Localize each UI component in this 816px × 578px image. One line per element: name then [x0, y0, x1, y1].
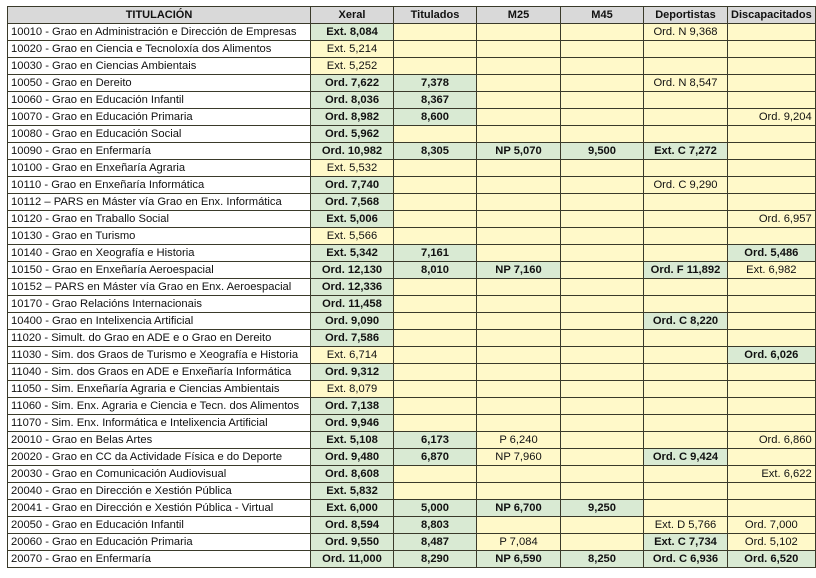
discapacitados-cell: [728, 228, 816, 245]
titulados-cell: [394, 228, 477, 245]
m25-cell: [477, 330, 561, 347]
titulados-cell: [394, 211, 477, 228]
m45-cell: [561, 534, 644, 551]
discapacitados-cell: Ord. 7,000: [728, 517, 816, 534]
m45-cell: [561, 109, 644, 126]
deportistas-cell: Ord. F 11,892: [644, 262, 728, 279]
m25-cell: [477, 279, 561, 296]
table-row: [8, 58, 816, 75]
discapacitados-cell: [728, 449, 816, 466]
titulacion-cell: 10060 - Grao en Educación Infantil: [8, 92, 311, 109]
m45-cell: [561, 245, 644, 262]
deportistas-cell: [644, 194, 728, 211]
xeral-cell: Ord. 5,962: [311, 126, 394, 143]
deportistas-cell: [644, 296, 728, 313]
titulados-cell: [394, 381, 477, 398]
m45-cell: [561, 398, 644, 415]
titulados-cell: 5,000: [394, 500, 477, 517]
table-row: [8, 228, 816, 245]
titulados-cell: 8,367: [394, 92, 477, 109]
m25-cell: [477, 211, 561, 228]
column-header-deportistas: Deportistas: [644, 7, 728, 24]
column-header-discapacitados: Discapacitados: [728, 7, 816, 24]
column-header-m45: M45: [561, 7, 644, 24]
titulados-cell: 6,173: [394, 432, 477, 449]
deportistas-cell: [644, 466, 728, 483]
m45-cell: [561, 330, 644, 347]
m45-cell: [561, 228, 644, 245]
m25-cell: NP 7,160: [477, 262, 561, 279]
discapacitados-cell: [728, 296, 816, 313]
titulados-cell: [394, 194, 477, 211]
m25-cell: NP 6,590: [477, 551, 561, 568]
deportistas-cell: Ext. C 7,272: [644, 143, 728, 160]
discapacitados-cell: [728, 24, 816, 41]
titulados-cell: 8,600: [394, 109, 477, 126]
titulados-cell: 6,870: [394, 449, 477, 466]
xeral-cell: Ord. 7,622: [311, 75, 394, 92]
m25-cell: [477, 483, 561, 500]
titulacion-cell: 10110 - Grao en Enxeñaría Informática: [8, 177, 311, 194]
deportistas-cell: Ext. D 5,766: [644, 517, 728, 534]
deportistas-cell: Ord. C 9,290: [644, 177, 728, 194]
m25-cell: [477, 58, 561, 75]
xeral-cell: Ext. 6,714: [311, 347, 394, 364]
titulados-cell: [394, 483, 477, 500]
titulacion-cell: 11070 - Sim. Enx. Informática e Intelixencia Artificial: [8, 415, 311, 432]
m45-cell: [561, 313, 644, 330]
deportistas-cell: [644, 228, 728, 245]
m45-cell: [561, 279, 644, 296]
xeral-cell: Ext. 5,532: [311, 160, 394, 177]
xeral-cell: Ext. 5,214: [311, 41, 394, 58]
table-row: [8, 194, 816, 211]
m45-cell: [561, 58, 644, 75]
discapacitados-cell: [728, 41, 816, 58]
deportistas-cell: [644, 500, 728, 517]
titulacion-cell: 10130 - Grao en Turismo: [8, 228, 311, 245]
header-row: [8, 7, 816, 24]
deportistas-cell: Ext. C 7,734: [644, 534, 728, 551]
xeral-cell: Ext. 5,832: [311, 483, 394, 500]
m25-cell: [477, 75, 561, 92]
table-row: [8, 313, 816, 330]
xeral-cell: Ord. 9,946: [311, 415, 394, 432]
m45-cell: [561, 92, 644, 109]
column-header-titulados: Titulados: [394, 7, 477, 24]
cut-off-grades-table: [7, 6, 816, 568]
titulacion-cell: 20060 - Grao en Educación Primaria: [8, 534, 311, 551]
discapacitados-cell: [728, 500, 816, 517]
m45-cell: [561, 364, 644, 381]
m45-cell: [561, 483, 644, 500]
deportistas-cell: [644, 92, 728, 109]
xeral-cell: Ord. 12,130: [311, 262, 394, 279]
table-row: [8, 398, 816, 415]
discapacitados-cell: [728, 415, 816, 432]
titulados-cell: 8,803: [394, 517, 477, 534]
discapacitados-cell: Ext. 6,622: [728, 466, 816, 483]
deportistas-cell: [644, 58, 728, 75]
table-row: [8, 279, 816, 296]
deportistas-cell: Ord. C 9,424: [644, 449, 728, 466]
m45-cell: [561, 415, 644, 432]
discapacitados-cell: [728, 279, 816, 296]
discapacitados-cell: [728, 143, 816, 160]
titulacion-cell: 20040 - Grao en Dirección e Xestión Pública: [8, 483, 311, 500]
titulados-cell: [394, 177, 477, 194]
m45-cell: [561, 381, 644, 398]
titulados-cell: [394, 364, 477, 381]
m45-cell: [561, 177, 644, 194]
m25-cell: [477, 466, 561, 483]
deportistas-cell: [644, 211, 728, 228]
xeral-cell: Ord. 7,586: [311, 330, 394, 347]
titulacion-cell: 11030 - Sim. dos Graos de Turismo e Xeografía e Historia: [8, 347, 311, 364]
table-row: [8, 449, 816, 466]
m25-cell: [477, 109, 561, 126]
xeral-cell: Ext. 8,079: [311, 381, 394, 398]
deportistas-cell: [644, 245, 728, 262]
titulacion-cell: 11060 - Sim. Enx. Agraria e Ciencia e Tecn. dos Alimentos: [8, 398, 311, 415]
table-row: [8, 24, 816, 41]
table-row: [8, 483, 816, 500]
titulacion-cell: 10100 - Grao en Enxeñaría Agraria: [8, 160, 311, 177]
titulados-cell: 7,378: [394, 75, 477, 92]
table-row: [8, 41, 816, 58]
titulados-cell: 8,010: [394, 262, 477, 279]
column-header-m25: M25: [477, 7, 561, 24]
table-row: [8, 75, 816, 92]
table-body: [8, 24, 816, 568]
deportistas-cell: [644, 415, 728, 432]
discapacitados-cell: [728, 177, 816, 194]
m45-cell: 8,250: [561, 551, 644, 568]
titulacion-cell: 10070 - Grao en Educación Primaria: [8, 109, 311, 126]
titulacion-cell: 10090 - Grao en Enfermaría: [8, 143, 311, 160]
titulacion-cell: 20020 - Grao en CC da Actividade Física e do Deporte: [8, 449, 311, 466]
table-row: [8, 551, 816, 568]
titulacion-cell: 20010 - Grao en Belas Artes: [8, 432, 311, 449]
m45-cell: [561, 517, 644, 534]
m45-cell: [561, 262, 644, 279]
deportistas-cell: [644, 330, 728, 347]
xeral-cell: Ord. 10,982: [311, 143, 394, 160]
deportistas-cell: [644, 432, 728, 449]
xeral-cell: Ord. 7,568: [311, 194, 394, 211]
m45-cell: [561, 126, 644, 143]
discapacitados-cell: [728, 75, 816, 92]
table-row: [8, 245, 816, 262]
xeral-cell: Ord. 7,138: [311, 398, 394, 415]
deportistas-cell: Ord. C 8,220: [644, 313, 728, 330]
discapacitados-cell: [728, 483, 816, 500]
titulados-cell: [394, 313, 477, 330]
titulacion-cell: 10120 - Grao en Traballo Social: [8, 211, 311, 228]
discapacitados-cell: [728, 364, 816, 381]
titulacion-cell: 20050 - Grao en Educación Infantil: [8, 517, 311, 534]
m45-cell: [561, 347, 644, 364]
xeral-cell: Ord. 11,458: [311, 296, 394, 313]
m45-cell: [561, 41, 644, 58]
xeral-cell: Ext. 5,566: [311, 228, 394, 245]
m25-cell: [477, 364, 561, 381]
xeral-cell: Ext. 5,252: [311, 58, 394, 75]
table-row: [8, 517, 816, 534]
xeral-cell: Ext. 5,108: [311, 432, 394, 449]
m25-cell: [477, 313, 561, 330]
table-row: [8, 296, 816, 313]
deportistas-cell: [644, 160, 728, 177]
table-row: [8, 466, 816, 483]
titulacion-cell: 20041 - Grao en Dirección e Xestión Pública - Virtual: [8, 500, 311, 517]
titulados-cell: [394, 58, 477, 75]
table-row: [8, 330, 816, 347]
m25-cell: [477, 41, 561, 58]
m45-cell: [561, 449, 644, 466]
discapacitados-cell: [728, 58, 816, 75]
titulacion-cell: 10112 – PARS en Máster vía Grao en Enx. Informática: [8, 194, 311, 211]
titulacion-cell: 11050 - Sim. Enxeñaría Agraria e Ciencias Ambientais: [8, 381, 311, 398]
column-header-titulacion: TITULACIÓN: [8, 7, 311, 24]
titulados-cell: 7,161: [394, 245, 477, 262]
deportistas-cell: [644, 347, 728, 364]
xeral-cell: Ord. 8,608: [311, 466, 394, 483]
titulados-cell: [394, 160, 477, 177]
m25-cell: [477, 398, 561, 415]
xeral-cell: Ext. 8,084: [311, 24, 394, 41]
m45-cell: [561, 296, 644, 313]
titulacion-cell: 10080 - Grao en Educación Social: [8, 126, 311, 143]
titulacion-cell: 10050 - Grao en Dereito: [8, 75, 311, 92]
titulados-cell: [394, 466, 477, 483]
m25-cell: [477, 228, 561, 245]
table-row: [8, 126, 816, 143]
table-row: [8, 211, 816, 228]
xeral-cell: Ord. 9,550: [311, 534, 394, 551]
deportistas-cell: Ord. N 9,368: [644, 24, 728, 41]
m25-cell: [477, 160, 561, 177]
m25-cell: P 6,240: [477, 432, 561, 449]
discapacitados-cell: [728, 126, 816, 143]
discapacitados-cell: Ord. 6,957: [728, 211, 816, 228]
titulados-cell: [394, 24, 477, 41]
m25-cell: [477, 415, 561, 432]
deportistas-cell: Ord. C 6,936: [644, 551, 728, 568]
m25-cell: [477, 381, 561, 398]
m45-cell: [561, 75, 644, 92]
m25-cell: [477, 177, 561, 194]
discapacitados-cell: Ord. 6,520: [728, 551, 816, 568]
deportistas-cell: [644, 483, 728, 500]
titulacion-cell: 10150 - Grao en Enxeñaría Aeroespacial: [8, 262, 311, 279]
titulados-cell: 8,305: [394, 143, 477, 160]
deportistas-cell: [644, 364, 728, 381]
table-row: [8, 109, 816, 126]
titulados-cell: [394, 279, 477, 296]
titulacion-cell: 11020 - Simult. do Grao en ADE e o Grao en Dereito: [8, 330, 311, 347]
titulados-cell: 8,290: [394, 551, 477, 568]
xeral-cell: Ord. 12,336: [311, 279, 394, 296]
m25-cell: P 7,084: [477, 534, 561, 551]
xeral-cell: Ord. 11,000: [311, 551, 394, 568]
m45-cell: 9,500: [561, 143, 644, 160]
discapacitados-cell: Ord. 5,486: [728, 245, 816, 262]
m25-cell: [477, 296, 561, 313]
titulados-cell: [394, 347, 477, 364]
table-row: [8, 534, 816, 551]
table-row: [8, 364, 816, 381]
table-row: [8, 432, 816, 449]
discapacitados-cell: [728, 194, 816, 211]
table-row: [8, 160, 816, 177]
xeral-cell: Ext. 5,342: [311, 245, 394, 262]
titulacion-cell: 11040 - Sim. dos Graos en ADE e Enxeñaría Informática: [8, 364, 311, 381]
titulacion-cell: 10400 - Grao en Intelixencia Artificial: [8, 313, 311, 330]
table-row: [8, 262, 816, 279]
deportistas-cell: [644, 398, 728, 415]
m45-cell: [561, 466, 644, 483]
m25-cell: [477, 24, 561, 41]
discapacitados-cell: Ord. 6,026: [728, 347, 816, 364]
titulacion-cell: 10140 - Grao en Xeografía e Historia: [8, 245, 311, 262]
discapacitados-cell: [728, 330, 816, 347]
discapacitados-cell: Ord. 5,102: [728, 534, 816, 551]
deportistas-cell: Ord. N 8,547: [644, 75, 728, 92]
table-row: [8, 177, 816, 194]
deportistas-cell: [644, 381, 728, 398]
m45-cell: 9,250: [561, 500, 644, 517]
discapacitados-cell: [728, 160, 816, 177]
xeral-cell: Ord. 8,594: [311, 517, 394, 534]
titulados-cell: [394, 41, 477, 58]
m25-cell: [477, 194, 561, 211]
titulados-cell: [394, 296, 477, 313]
titulacion-cell: 20030 - Grao en Comunicación Audiovisual: [8, 466, 311, 483]
deportistas-cell: [644, 126, 728, 143]
discapacitados-cell: Ext. 6,982: [728, 262, 816, 279]
m45-cell: [561, 432, 644, 449]
column-header-xeral: Xeral: [311, 7, 394, 24]
table-row: [8, 500, 816, 517]
titulacion-cell: 10030 - Grao en Ciencias Ambientais: [8, 58, 311, 75]
m45-cell: [561, 160, 644, 177]
titulacion-cell: 10020 - Grao en Ciencia e Tecnoloxía dos Alimentos: [8, 41, 311, 58]
table-row: [8, 381, 816, 398]
xeral-cell: Ord. 8,982: [311, 109, 394, 126]
table-row: [8, 415, 816, 432]
xeral-cell: Ord. 7,740: [311, 177, 394, 194]
discapacitados-cell: Ord. 9,204: [728, 109, 816, 126]
discapacitados-cell: [728, 398, 816, 415]
xeral-cell: Ext. 5,006: [311, 211, 394, 228]
m25-cell: NP 7,960: [477, 449, 561, 466]
titulacion-cell: 10152 – PARS en Máster vía Grao en Enx. Aeroespacial: [8, 279, 311, 296]
xeral-cell: Ord. 8,036: [311, 92, 394, 109]
titulados-cell: 8,487: [394, 534, 477, 551]
discapacitados-cell: [728, 313, 816, 330]
xeral-cell: Ord. 9,480: [311, 449, 394, 466]
m25-cell: [477, 245, 561, 262]
deportistas-cell: [644, 109, 728, 126]
m45-cell: [561, 194, 644, 211]
m25-cell: [477, 126, 561, 143]
discapacitados-cell: [728, 92, 816, 109]
titulacion-cell: 10170 - Grao Relacións Internacionais: [8, 296, 311, 313]
xeral-cell: Ord. 9,312: [311, 364, 394, 381]
titulados-cell: [394, 415, 477, 432]
table-row: [8, 347, 816, 364]
deportistas-cell: [644, 41, 728, 58]
m25-cell: NP 6,700: [477, 500, 561, 517]
xeral-cell: Ext. 6,000: [311, 500, 394, 517]
discapacitados-cell: [728, 381, 816, 398]
m25-cell: NP 5,070: [477, 143, 561, 160]
m25-cell: [477, 517, 561, 534]
xeral-cell: Ord. 9,090: [311, 313, 394, 330]
m25-cell: [477, 92, 561, 109]
titulacion-cell: 20070 - Grao en Enfermaría: [8, 551, 311, 568]
m45-cell: [561, 211, 644, 228]
deportistas-cell: [644, 279, 728, 296]
table-row: [8, 143, 816, 160]
titulados-cell: [394, 398, 477, 415]
titulacion-cell: 10010 - Grao en Administración e Dirección de Empresas: [8, 24, 311, 41]
discapacitados-cell: Ord. 6,860: [728, 432, 816, 449]
m45-cell: [561, 24, 644, 41]
table-row: [8, 92, 816, 109]
titulados-cell: [394, 330, 477, 347]
m25-cell: [477, 347, 561, 364]
titulados-cell: [394, 126, 477, 143]
